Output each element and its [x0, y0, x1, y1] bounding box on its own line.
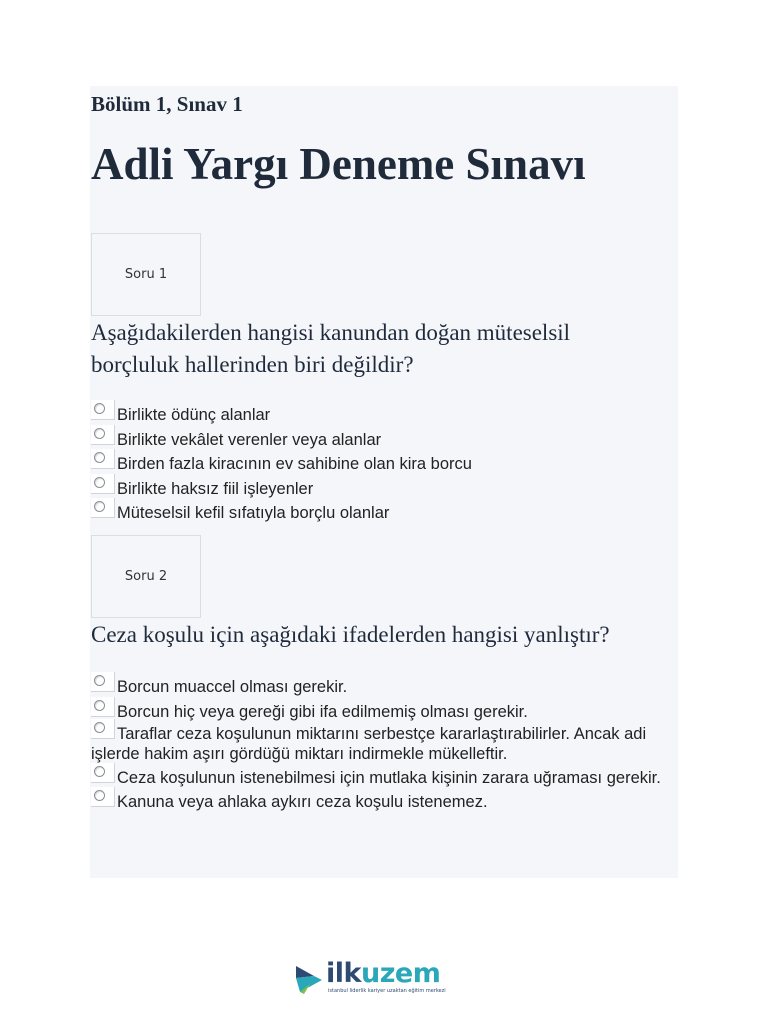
- radio-button[interactable]: [91, 474, 115, 494]
- radio-button[interactable]: [91, 787, 115, 807]
- radio-button[interactable]: [91, 719, 115, 739]
- radio-button[interactable]: [91, 425, 115, 445]
- option-label: Birden fazla kiracının ev sahibine olan kira borcu: [117, 455, 472, 473]
- logo-text-uzem: uzem: [360, 958, 441, 989]
- radio-button[interactable]: [91, 697, 115, 717]
- page-title: Adli Yargı Deneme Sınavı: [91, 139, 586, 189]
- question-2-option-1[interactable]: [91, 677, 661, 697]
- radio-button[interactable]: [91, 498, 115, 518]
- section-label: Bölüm 1, Sınav 1: [91, 92, 243, 116]
- option-label: Borcun muaccel olması gerekir.: [117, 678, 348, 696]
- radio-button[interactable]: [91, 672, 115, 692]
- question-1-option-3[interactable]: [91, 454, 661, 474]
- option-label: Birlikte haksız fiil işleyenler: [117, 479, 314, 498]
- option-label: Müteselsil kefil sıfatıyla borçlu olanlar: [117, 504, 390, 522]
- question-1-box-label: Soru 1: [124, 267, 168, 282]
- question-2-option-3[interactable]: [91, 724, 661, 764]
- radio-button[interactable]: [91, 400, 115, 420]
- logo-tagline: istanbul liderlik kariyer uzaktan eğitim merkezi: [328, 988, 446, 994]
- question-1-text: Aşağıdakilerden hangisi kanundan doğan müteselsil borçluluk hallerinden biri değildir?: [91, 320, 571, 377]
- option-label: Birlikte vekâlet verenler veya alanlar: [117, 430, 382, 449]
- radio-button[interactable]: [91, 449, 115, 469]
- radio-button[interactable]: [91, 763, 115, 783]
- question-2-box-label: Soru 2: [124, 569, 168, 584]
- option-label: Taraflar ceza koşulunun miktarını serbestçe kararlaştırabilirler. Ancak adi işlerde hakim aşırı gördüğü miktarı indirmekle mükelleftir.: [91, 724, 647, 763]
- question-1-option-2[interactable]: [91, 430, 661, 450]
- logo-wordmark: [326, 958, 440, 989]
- option-label: Birlikte ödünç alanlar: [117, 406, 271, 424]
- question-2-option-4[interactable]: [91, 768, 661, 788]
- question-2-option-2[interactable]: [91, 702, 661, 722]
- logo-text-ilk: ilk: [326, 958, 361, 989]
- option-label: Ceza koşulunun istenebilmesi için mutlaka kişinin zarara uğraması gerekir.: [117, 768, 661, 787]
- option-label: Kanuna veya ahlaka aykırı ceza koşulu istenemez.: [117, 792, 488, 811]
- question-2-text: Ceza koşulu için aşağıdaki ifadelerden hangisi yanlıştır?: [91, 622, 610, 647]
- question-1-options: [91, 405, 661, 523]
- question-2-box: [91, 535, 201, 618]
- logo-arrow-icon: [294, 962, 324, 994]
- option-label: Borcun hiç veya gereği gibi ifa edilmemiş olması gerekir.: [117, 702, 528, 721]
- ilkuzem-logo: [294, 960, 454, 1000]
- question-2-options: [91, 677, 661, 812]
- question-1-option-1[interactable]: [91, 405, 661, 425]
- question-1-option-4[interactable]: [91, 479, 661, 499]
- question-1-option-5[interactable]: [91, 503, 661, 523]
- question-2-option-5[interactable]: [91, 792, 661, 812]
- question-1-box: [91, 233, 201, 316]
